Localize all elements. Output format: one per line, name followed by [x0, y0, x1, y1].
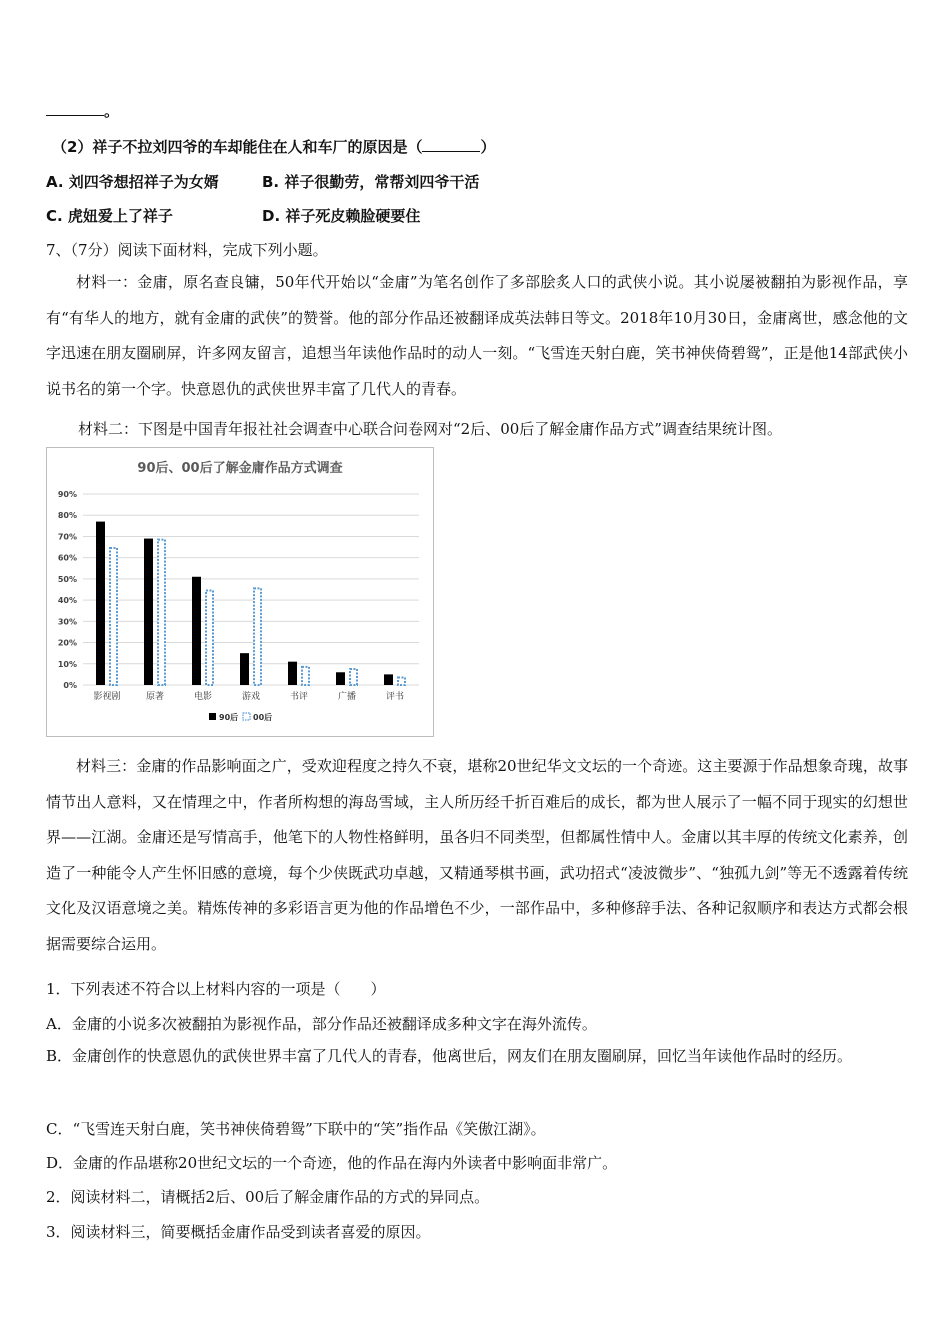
bar-90后-评书: [384, 674, 393, 685]
x-tick-label: 电影: [193, 692, 213, 702]
x-tick-label: 评书: [385, 692, 405, 702]
material-one: 材料一：金庸，原名查良镛，50年代开始以“金庸”为笔名创作了多部脍炙人口的武侠小说。其小说屡被翻拍为影视作品，享有“有华人的地方，就有金庸的武侠”的赞誉。他的部分作品还被翻译成英法韩日等文。2018年10月30日，金庸离世，感念他的文字迅速在朋友圈刷屏，许多网友留言，追想当年读他作品时的动人一刻。“飞雪连天射白鹿，笑书神侠倚碧鸳”，正是他14部武侠小说书名的第一个字。快意恩仇的武侠世界丰富了几代人的青春。: [46, 273, 908, 398]
q2-option-c: C. 虎妞爱上了祥子: [46, 207, 173, 225]
sub1-option-b: B．金庸创作的快意恩仇的武侠世界丰富了几代人的青春，他离世后，网友们在朋友圈刷屏，回忆当年读他作品时的经历。: [46, 1047, 853, 1065]
x-tick-label: 游戏: [241, 692, 261, 702]
y-tick-label: 10%: [57, 659, 77, 669]
legend-label: 00后: [253, 713, 273, 722]
bar-90后-游戏: [240, 653, 249, 685]
q7-heading: 7、（7分）阅读下面材料，完成下列小题。: [46, 241, 328, 259]
legend-label: 90后: [219, 713, 239, 722]
y-tick-label: 50%: [57, 574, 77, 584]
bar-00后-评书: [398, 678, 405, 685]
answer-blank: [46, 103, 104, 116]
y-tick-label: 60%: [57, 553, 77, 563]
sub-question-1: 1．下列表述不符合以上材料内容的一项是（ ）: [46, 980, 386, 998]
legend-swatch-00后: [243, 713, 250, 720]
q2-stem: （2）祥子不拉刘四爷的车却能住在人和车厂的原因是（ ）: [52, 138, 496, 156]
x-tick-label: 原著: [145, 692, 165, 702]
y-tick-label: 70%: [57, 532, 77, 542]
survey-chart: [46, 447, 434, 737]
q2-option-d: D. 祥子死皮赖脸硬要住: [262, 207, 421, 225]
material-two: 材料二：下图是中国青年报社社会调查中心联合问卷网对“2后、00后了解金庸作品方式”调查结果统计图。: [78, 420, 782, 438]
x-tick-label: 广播: [337, 692, 357, 702]
bar-90后-原著: [144, 539, 153, 685]
y-tick-label: 30%: [57, 617, 77, 627]
sub1-option-d: D．金庸的作品堪称20世纪文坛的一个奇迹，他的作品在海内外读者中影响面非常广。: [46, 1154, 618, 1172]
bar-00后-游戏: [254, 588, 261, 685]
chart-title: 90后、00后了解金庸作品方式调查: [137, 461, 343, 476]
x-tick-label: 影视剧: [93, 692, 121, 702]
bar-90后-书评: [288, 662, 297, 685]
answer-blank-end: 。: [46, 100, 119, 121]
material-three: 材料三：金庸的作品影响面之广，受欢迎程度之持久不衰，堪称20世纪华文文坛的一个奇迹。这主要源于作品想象奇瑰，故事情节出人意料，又在情理之中，作者所构想的海岛雪域，主人所历经千折百难后的成长，都为世人展示了一幅不同于现实的幻想世界——江湖。金庸还是写情高手，他笔下的人物性格鲜明，虽各归不同类型，但都属性情中人。金庸以其丰厚的传统文化素养，创造了一种能令人产生怀旧感的意境，每个少侠既武功卓越，又精通琴棋书画，武功招式“凌波微步”、“独孤九剑”等无不透露着传统文化及汉语意境之美。精炼传神的多彩语言更为他的作品增色不少，一部作品中，多种修辞手法、各种记叙顺序和表达方式都会根据需要综合运用。: [46, 757, 908, 953]
q2-option-a: A. 刘四爷想招祥子为女婿: [46, 173, 219, 191]
x-tick-label: 书评: [289, 692, 309, 702]
answer-blank: [422, 139, 480, 152]
y-tick-label: 20%: [57, 638, 77, 648]
sub-question-2: 2．阅读材料二，请概括2后、00后了解金庸作品的方式的异同点。: [46, 1188, 490, 1206]
bar-00后-广播: [350, 669, 357, 685]
bar-00后-原著: [158, 540, 165, 685]
y-tick-label: 0%: [63, 681, 77, 690]
bar-90后-广播: [336, 672, 345, 685]
bar-00后-电影: [206, 591, 213, 686]
legend-swatch-90后: [209, 713, 216, 720]
q2-option-b: B. 祥子很勤劳，常帮刘四爷干活: [262, 173, 480, 191]
sub1-option-a: A．金庸的小说多次被翻拍为影视作品，部分作品还被翻译成多种文字在海外流传。: [46, 1015, 597, 1033]
bar-90后-电影: [192, 577, 201, 685]
sub-question-3: 3．阅读材料三，简要概括金庸作品受到读者喜爱的原因。: [46, 1223, 431, 1241]
bar-00后-书评: [302, 667, 309, 685]
y-tick-label: 90%: [57, 490, 77, 499]
sub1-option-c: C．“飞雪连天射白鹿，笑书神侠倚碧鸳”下联中的“笑”指作品《笑傲江湖》。: [46, 1120, 546, 1138]
bar-90后-影视剧: [96, 522, 105, 685]
y-tick-label: 80%: [57, 511, 77, 521]
bar-00后-影视剧: [110, 548, 117, 685]
survey-chart-svg: [47, 448, 433, 736]
y-tick-label: 40%: [57, 596, 77, 606]
